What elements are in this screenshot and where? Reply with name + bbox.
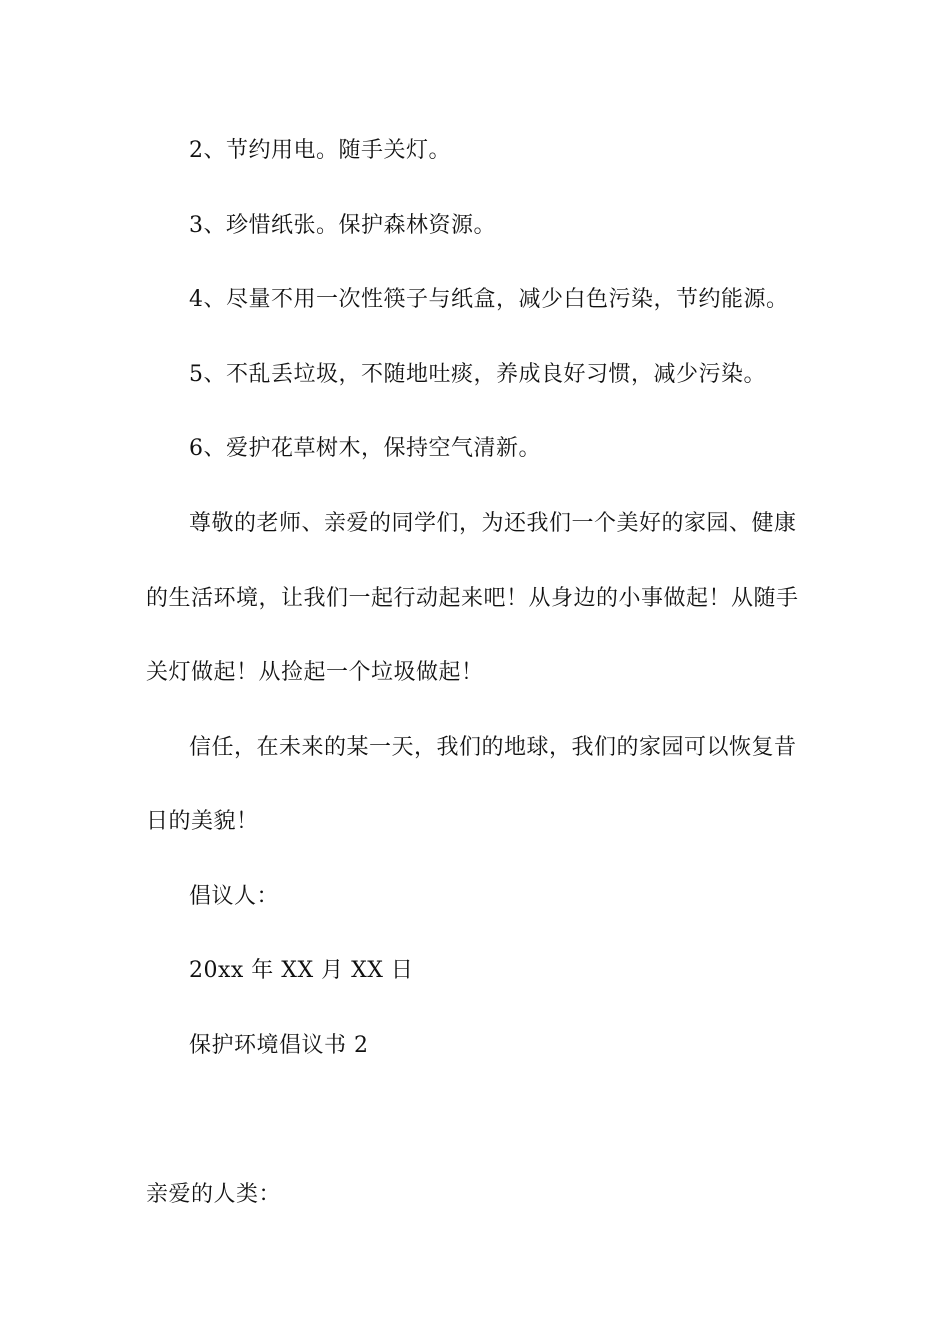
- list-item: 2、节约用电。随手关灯。: [189, 138, 451, 163]
- paragraph-line: 信任，在未来的某一天，我们的地球，我们的家园可以恢复昔: [189, 735, 797, 760]
- date-line: 20xx 年 XX 月 XX 日: [189, 958, 414, 983]
- signature-label: 倡议人：: [189, 884, 280, 909]
- list-item: 3、珍惜纸张。保护森林资源。: [189, 213, 496, 238]
- salutation: 亲爱的人类：: [146, 1182, 282, 1207]
- paragraph-line: 尊敬的老师、亲爱的同学们，为还我们一个美好的家园、健康: [189, 511, 797, 536]
- list-item: 6、爱护花草树木，保持空气清新。: [189, 436, 541, 461]
- section-title: 保护环境倡议书 2: [189, 1033, 369, 1058]
- paragraph-line: 关灯做起！从捡起一个垃圾做起！: [146, 660, 484, 685]
- paragraph-line: 的生活环境，让我们一起行动起来吧！从身边的小事做起！从随手: [146, 586, 799, 611]
- paragraph-line: 日的美貌！: [146, 809, 259, 834]
- list-item: 4、尽量不用一次性筷子与纸盒，减少白色污染，节约能源。: [189, 287, 789, 312]
- list-item: 5、不乱丢垃圾，不随地吐痰，养成良好习惯，减少污染。: [189, 362, 766, 387]
